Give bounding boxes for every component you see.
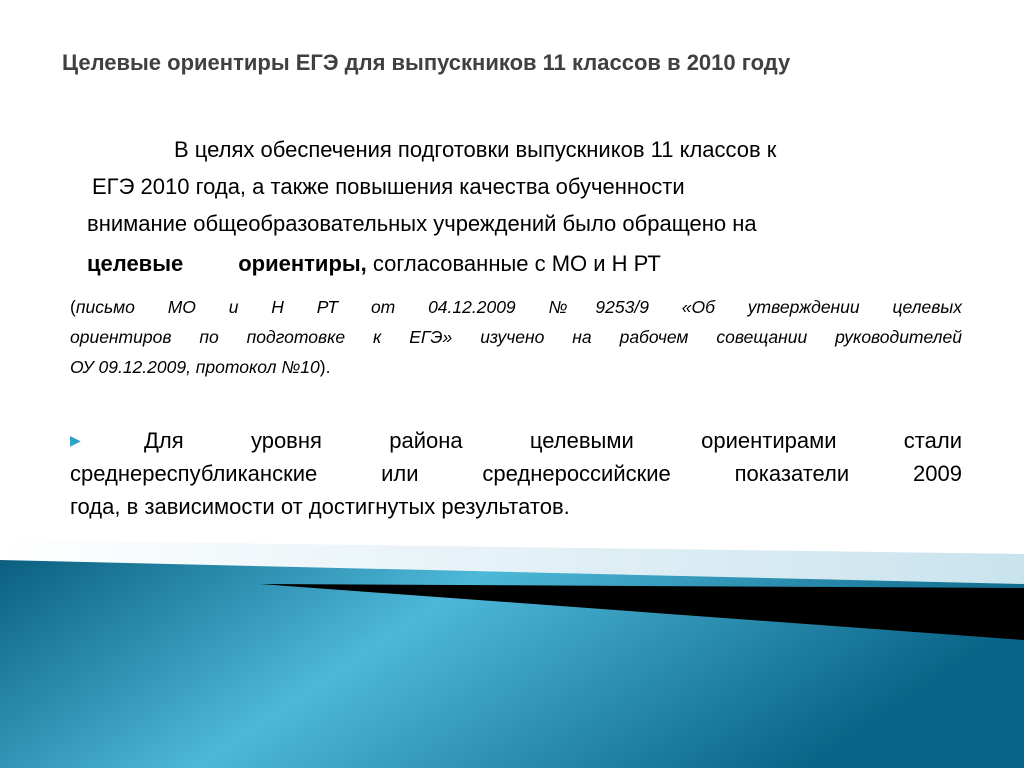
bullet-item	[70, 424, 962, 523]
bullet-line-1	[70, 424, 962, 457]
note-open-paren: (	[70, 297, 76, 317]
note-line-2	[70, 322, 962, 352]
note-line-1-text: письмо МО и Н РТ от 04.12.2009 №9253/9 «Об утверждении целевых	[75, 297, 962, 317]
bullet-line-3: года, в зависимости от достигнутых результатов.	[70, 494, 570, 519]
note-line-3-text: ОУ 09.12.2009, протокол №10	[70, 357, 320, 377]
bold-term-1: целевые	[87, 251, 184, 276]
bullet-line-2: среднереспубликанские или среднероссийские показатели 2009	[70, 461, 962, 486]
arrow-right-icon: ▶	[70, 432, 142, 448]
note-line-2-text: ориентиров по подготовке к ЕГЭ» изучено на рабочем совещании руководителей	[70, 327, 962, 347]
wave-decoration	[0, 540, 1024, 768]
paragraph-line-3: внимание общеобразовательных учреждений было обращено на	[87, 211, 757, 236]
slide-title: Целевые ориентиры ЕГЭ для выпускников 11 классов в 2010 году	[62, 50, 791, 75]
note-line-1	[70, 292, 962, 322]
bold-term-2: ориентиры,	[238, 251, 367, 276]
paragraph-line-2: ЕГЭ 2010 года, а также повышения качества обученности	[92, 174, 685, 199]
note-line-3	[70, 352, 962, 382]
paragraph-line-4-rest: согласованные с МО и Н РТ	[366, 251, 661, 276]
paragraph-line-4	[87, 250, 661, 278]
note-close: ).	[319, 357, 331, 377]
note-block	[70, 292, 962, 382]
bullet-line-1-text: Для уровня района целевыми ориентирами стали	[143, 428, 962, 453]
paragraph-line-1: В целях обеспечения подготовки выпускников 11 классов к	[174, 137, 777, 162]
